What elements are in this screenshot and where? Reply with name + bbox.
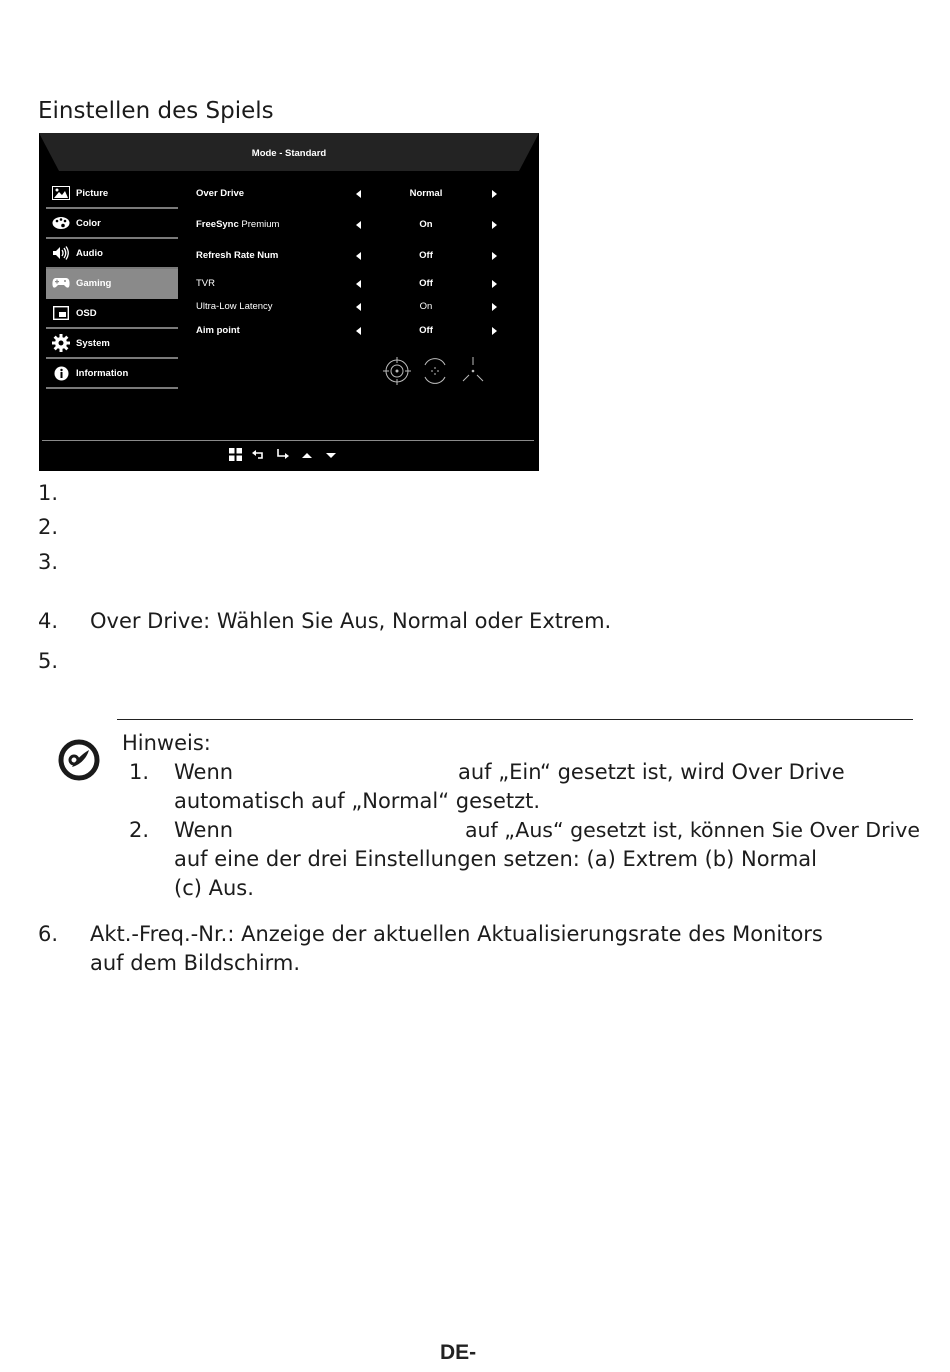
- list-number-3: 3.: [38, 550, 59, 574]
- list-number-5: 5.: [38, 649, 59, 673]
- menu-item-label: Audio: [76, 247, 103, 259]
- setting-aim-point[interactable]: [196, 325, 506, 339]
- menu-item-label: System: [76, 337, 110, 349]
- arrow-left-icon[interactable]: [356, 280, 361, 288]
- arrow-right-icon[interactable]: [492, 221, 497, 229]
- note-1-text-b: auf „Ein“ gesetzt ist, wird Over Drive: [458, 760, 845, 784]
- aim-point-1-icon: [383, 357, 411, 385]
- picture-icon: [51, 184, 71, 202]
- osd-menu: [46, 179, 178, 389]
- menu-item-system[interactable]: [46, 329, 178, 359]
- menu-item-information[interactable]: [46, 359, 178, 389]
- freesync-label-bold: FreeSync: [196, 219, 239, 230]
- note-number-2: 2.: [129, 818, 150, 842]
- setting-label: Ultra-Low Latency: [196, 301, 273, 312]
- arrow-right-icon[interactable]: [492, 190, 497, 198]
- list-item-6-line-1: Akt.-Freq.-Nr.: Anzeige der aktuellen Aktualisierungsrate des Monitors: [90, 922, 823, 946]
- aim-point-3-icon: [463, 357, 483, 381]
- setting-freesync[interactable]: [196, 219, 506, 233]
- menu-item-label: Information: [76, 367, 129, 379]
- page-footer: DE-: [440, 1341, 477, 1364]
- aim-point-options: [382, 355, 492, 390]
- palette-icon: [51, 214, 71, 232]
- down-icon[interactable]: [324, 450, 338, 463]
- list-number-6: 6.: [38, 922, 59, 946]
- menu-item-gaming[interactable]: [46, 269, 178, 299]
- section-heading: Einstellen des Spiels: [38, 98, 274, 124]
- setting-tvr[interactable]: [196, 278, 506, 292]
- note-2-text-b: auf „Aus“ gesetzt ist, können Sie Over Drive: [465, 818, 920, 842]
- list-number-1: 1.: [38, 481, 59, 505]
- list-number-2: 2.: [38, 515, 59, 539]
- osd-navigation-bar: [229, 448, 338, 464]
- list-item-over-drive: Over Drive: Wählen Sie Aus, Normal oder Extrem.: [90, 609, 612, 633]
- aim-point-2-icon: [425, 359, 445, 384]
- note-icon: [57, 738, 101, 786]
- up-icon[interactable]: [300, 450, 314, 463]
- setting-value: Off: [419, 278, 433, 289]
- gamepad-icon: [51, 274, 71, 292]
- note-1-text-c: automatisch auf „Normal“ gesetzt.: [174, 789, 541, 813]
- menu-item-label: Picture: [76, 187, 109, 199]
- note-title: Hinweis:: [122, 731, 211, 755]
- arrow-right-icon[interactable]: [492, 327, 497, 335]
- menu-item-picture[interactable]: [46, 179, 178, 209]
- setting-label: Refresh Rate Num: [196, 250, 279, 261]
- setting-value: Off: [419, 325, 433, 336]
- note-2-text-a: Wenn: [174, 818, 234, 842]
- arrow-left-icon[interactable]: [356, 190, 361, 198]
- list-item-6-line-2: auf dem Bildschirm.: [90, 951, 301, 975]
- menu-item-label: Gaming: [76, 277, 112, 289]
- enter-icon[interactable]: [276, 449, 290, 464]
- info-icon: [51, 364, 71, 382]
- setting-label: TVR: [196, 278, 215, 289]
- grid-icon[interactable]: [229, 448, 242, 464]
- arrow-left-icon[interactable]: [356, 252, 361, 260]
- arrow-right-icon[interactable]: [492, 252, 497, 260]
- back-icon[interactable]: [252, 449, 266, 464]
- note-number-1: 1.: [129, 760, 150, 784]
- arrow-right-icon[interactable]: [492, 303, 497, 311]
- osd-mode-title: Mode - Standard: [251, 148, 327, 159]
- setting-label: Aim point: [196, 325, 240, 336]
- osd-window-icon: [51, 304, 71, 322]
- note-2-text-c: auf eine der drei Einstellungen setzen: (a) Extrem (b) Normal: [174, 847, 817, 871]
- freesync-label-light: Premium: [238, 219, 280, 230]
- osd-footer-divider: [42, 440, 534, 441]
- speaker-icon: [51, 244, 71, 262]
- menu-item-osd[interactable]: [46, 299, 178, 329]
- setting-value: On: [419, 219, 433, 230]
- menu-item-label: Color: [76, 217, 101, 229]
- arrow-left-icon[interactable]: [356, 303, 361, 311]
- setting-over-drive[interactable]: [196, 188, 506, 202]
- setting-label: Over Drive: [196, 188, 245, 199]
- note-divider: [117, 719, 913, 720]
- note-2-text-d: (c) Aus.: [174, 876, 254, 900]
- gear-icon: [51, 334, 71, 352]
- list-number-4: 4.: [38, 609, 59, 633]
- osd-screenshot: [39, 133, 539, 471]
- setting-label: [196, 219, 279, 230]
- arrow-left-icon[interactable]: [356, 327, 361, 335]
- setting-value: Normal: [409, 188, 443, 199]
- setting-refresh-rate-num[interactable]: [196, 250, 506, 264]
- menu-item-label: OSD: [76, 307, 97, 319]
- setting-value: On: [419, 301, 433, 312]
- arrow-right-icon[interactable]: [492, 280, 497, 288]
- menu-item-color[interactable]: [46, 209, 178, 239]
- arrow-left-icon[interactable]: [356, 221, 361, 229]
- setting-value: Off: [419, 250, 433, 261]
- note-1-text-a: Wenn: [174, 760, 234, 784]
- setting-ultra-low-latency[interactable]: [196, 301, 506, 315]
- menu-item-audio[interactable]: [46, 239, 178, 269]
